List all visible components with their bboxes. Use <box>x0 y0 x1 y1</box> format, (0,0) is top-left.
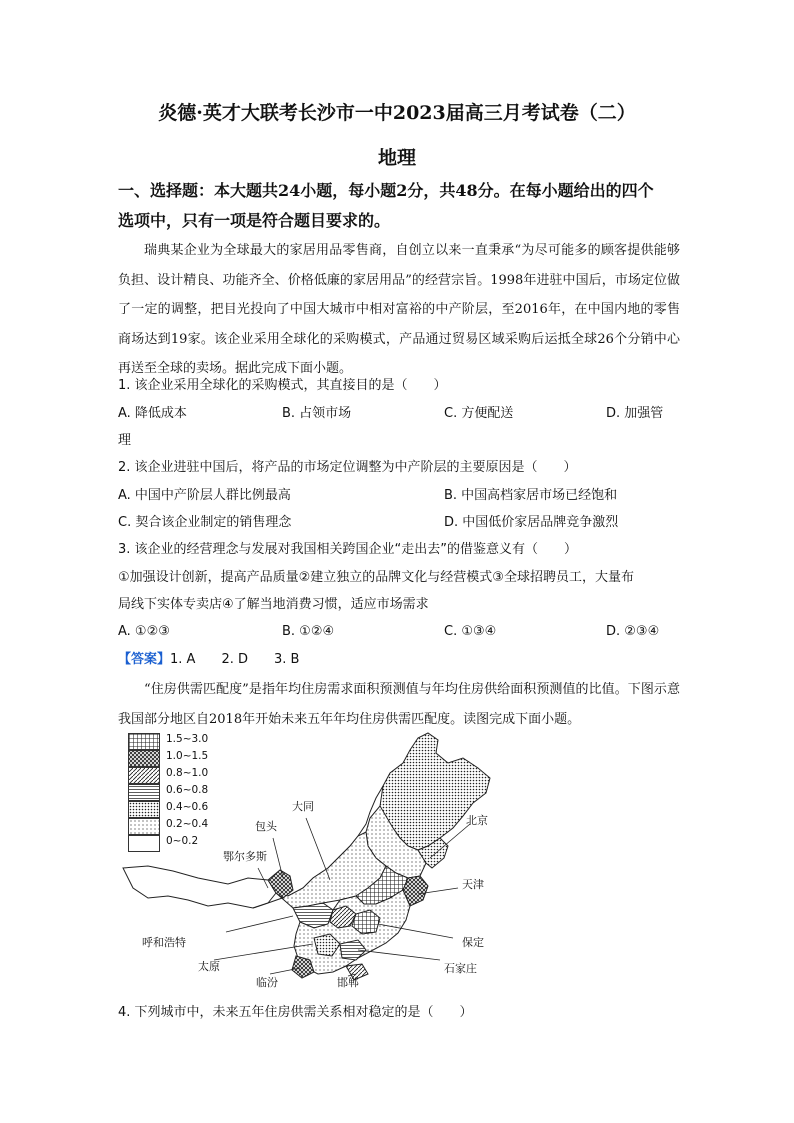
question-3-items-line1: ①加强设计创新，提高产品质量②建立独立的品牌文化与经营模式③全球招聘员工，大量布 <box>118 570 634 585</box>
question-3-option-a[interactable]: A. ①②③ <box>118 624 170 639</box>
question-1-option-b[interactable]: B. 占领市场 <box>282 406 352 421</box>
legend-swatch-6 <box>128 818 160 835</box>
city-label-taiyuan: 太原 <box>198 960 220 973</box>
exam-title: 炎德·英才大联考长沙市一中2023届高三月考试卷（二） <box>158 102 636 124</box>
answer-text: 1. A 2. D 3. B <box>170 652 300 667</box>
legend-label-1: 1.5~3.0 <box>166 733 209 745</box>
question-3-items-line2: 局线下实体专卖店④了解当地消费习惯，适应市场需求 <box>118 597 429 612</box>
city-label-handan: 邯郸 <box>337 976 359 989</box>
city-label-beijing: 北京 <box>466 814 488 827</box>
answer-line <box>118 650 299 670</box>
question-2-stem: 2. 该企业进驻中国后，将产品的市场定位调整为中产阶层的主要原因是（ ） <box>118 460 577 475</box>
legend-label-7: 0~0.2 <box>166 835 199 847</box>
question-3-option-b[interactable]: B. ①②④ <box>282 624 335 639</box>
question-2-option-a[interactable]: A. 中国中产阶层人群比例最高 <box>118 488 291 503</box>
question-1-option-a[interactable]: A. 降低成本 <box>118 406 187 421</box>
question-1-option-d-wrap: 理 <box>118 433 132 448</box>
legend-label-4: 0.6~0.8 <box>166 784 209 796</box>
city-label-ordos: 鄂尔多斯 <box>223 850 267 863</box>
legend-swatch-2 <box>128 750 160 767</box>
legend-label-3: 0.8~1.0 <box>166 767 209 779</box>
section-heading-line1: 一、选择题：本大题共24小题，每小题2分，共48分。在每小题给出的四个 <box>118 181 654 200</box>
question-2-option-d[interactable]: D. 中国低价家居品牌竞争激烈 <box>444 515 619 530</box>
city-label-linfen: 临汾 <box>256 976 278 989</box>
section-heading <box>118 176 678 236</box>
city-label-hohhot: 呼和浩特 <box>142 936 186 949</box>
section-heading-line2: 选项中，只有一项是符合题目要求的。 <box>118 211 391 230</box>
question-4-stem: 4. 下列城市中，未来五年住房供需关系相对稳定的是（ ） <box>118 1005 473 1020</box>
map-region-west <box>123 866 276 908</box>
city-label-tianjin: 天津 <box>462 878 484 891</box>
question-1-stem: 1. 该企业采用全球化的采购模式，其直接目的是（ ） <box>118 378 447 393</box>
city-label-baotou: 包头 <box>255 820 277 833</box>
legend-label-2: 1.0~1.5 <box>166 750 209 762</box>
city-label-baoding: 保定 <box>462 936 484 949</box>
question-2-option-c[interactable]: C. 契合该企业制定的销售理念 <box>118 515 292 530</box>
legend-swatch-3 <box>128 767 160 784</box>
question-3-stem: 3. 该企业的经营理念与发展对我国相关跨国企业“走出去”的借鉴意义有（ ） <box>118 542 578 557</box>
city-label-shijiazhuang: 石家庄 <box>444 962 477 975</box>
legend-swatch-7 <box>128 835 160 852</box>
question-3-option-d[interactable]: D. ②③④ <box>606 624 660 639</box>
legend-swatch-5 <box>128 801 160 818</box>
city-label-datong: 大同 <box>292 800 314 813</box>
answer-label: 【答案】 <box>118 652 171 667</box>
legend-label-6: 0.2~0.4 <box>166 818 209 830</box>
question-3-option-c[interactable]: C. ①③④ <box>444 624 497 639</box>
subject-title: 地理 <box>377 147 416 169</box>
question-2-option-b[interactable]: B. 中国高档家居市场已经饱和 <box>444 488 618 503</box>
legend-swatch-4 <box>128 784 160 801</box>
legend-swatch-1 <box>128 733 160 750</box>
passage-2: “住房供需匹配度”是指年均住房需求面积预测值与年均住房供给面积预测值的比值。下图示意我国部分地区自2018年开始未来五年年均住房供需匹配度。读图完成下面小题。 <box>118 682 680 727</box>
passage-1: 瑞典某企业为全球最大的家居用品零售商，自创立以来一直秉承“为尽可能多的顾客提供能够负担、设计精良、功能齐全、价格低廉的家居用品”的经营宗旨。1998年进驻中国后，市场定位做了一定的调整，把目光投向了中国大城市中相对富裕的中产阶层，至2016年，在中国内地的零售商场达到19家。该企业采用全球化的采购模式，产品通过贸易区域采购后运抵全球26个分销中心再送至全球的卖场。据此完成下面小题。 <box>118 243 680 376</box>
question-1-option-d[interactable]: D. 加强管 <box>606 406 664 421</box>
legend-label-5: 0.4~0.6 <box>166 801 209 813</box>
question-1-option-c[interactable]: C. 方便配送 <box>444 406 514 421</box>
